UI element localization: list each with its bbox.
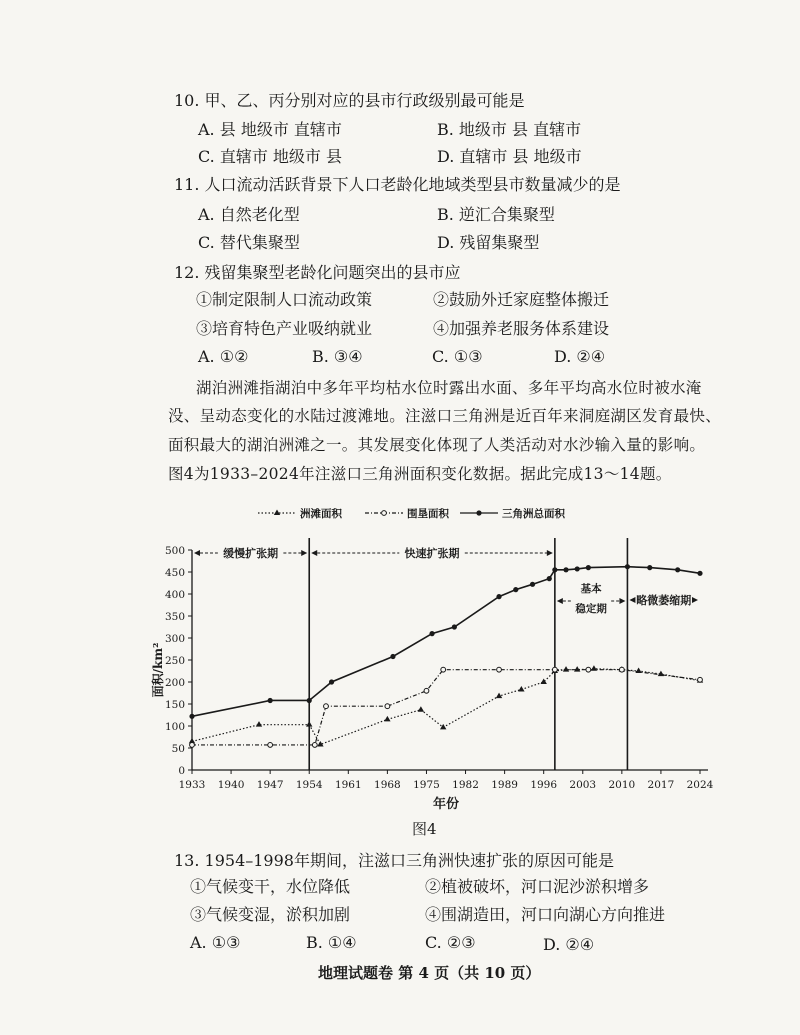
y-tick-label: 300 [164,633,185,645]
passage-line-1: 湖泊洲滩指湖泊中多年平均枯水位时露出水面、多年平均高水位时被水淹 [196,379,702,397]
q10-option-d: D. 直辖市 县 地级市 [437,147,582,166]
x-tick-label: 1975 [413,779,440,791]
data-point-total [675,567,680,572]
q11-option-d: D. 残留集聚型 [437,233,540,252]
data-point-reclaimed [441,667,446,672]
figure-caption: 图4 [412,820,437,838]
q10-option-b: B. 地级市 县 直辖市 [437,120,582,139]
data-point-reclaimed [552,667,557,672]
y-tick-label: 250 [164,655,185,667]
period-arrow-head [301,550,307,556]
q12-item-1: ①制定限制人口流动政策 [196,290,373,309]
q13-option-a: A. ①③ [190,933,241,952]
x-tick-label: 1989 [491,779,518,791]
q13-option-b: B. ①④ [306,933,357,952]
q13-item-3: ③气候变湿，淤积加剧 [190,905,351,924]
y-tick-label: 500 [164,545,185,557]
q12-option-d: D. ②④ [554,347,606,366]
q13-item-4: ④围湖造田，河口向湖心方向推进 [425,905,666,924]
x-tick-label: 1947 [256,779,284,791]
period-arrow-head [692,597,698,603]
data-point-reclaimed [698,677,703,682]
data-point-total [429,631,434,636]
legend-label-3: 三角洲总面积 [502,508,565,520]
legend-marker-shoal [274,510,280,516]
data-point-shoal [440,724,446,730]
data-point-total [575,566,580,571]
page-footer: 地理试题卷 第 4 页（共 10 页） [318,964,541,982]
legend-label-1: 洲滩面积 [300,508,342,520]
q12-item-4: ④加强养老服务体系建设 [433,319,610,338]
period-label: 快速扩张期 [404,547,460,560]
data-point-total [647,565,652,570]
x-tick-label: 1968 [374,779,401,791]
data-point-reclaimed [268,743,273,748]
passage-line-2: 没、呈动态变化的水陆过渡滩地。注滋口三角洲是近百年来洞庭湖区发育最快、 [168,407,722,425]
data-point-total [586,565,591,570]
series-line-1 [192,669,700,745]
data-point-shoal [540,679,546,685]
y-tick-label: 450 [164,567,185,579]
x-axis-label: 年份 [432,797,460,812]
data-point-reclaimed [497,667,502,672]
data-point-total [496,594,501,599]
period-arrow-head [194,550,200,556]
passage-line-3: 面积最大的湖泊洲滩之一。其发展变化体现了人类活动对水沙输入量的影响。 [168,436,706,454]
x-tick-label: 1940 [217,779,245,791]
data-point-reclaimed [619,667,624,672]
q12-option-a: A. ①② [198,347,249,366]
y-tick-label: 150 [164,699,185,711]
y-tick-label: 400 [164,589,185,601]
data-point-total [390,654,395,659]
q13-item-2: ②植被破坏，河口泥沙淤积增多 [425,877,650,896]
q12-item-3: ③培育特色产业吸纳就业 [196,319,373,338]
y-tick-label: 100 [164,721,185,733]
data-point-reclaimed [424,688,429,693]
q11-stem: 11. 人口流动活跃背景下人口老龄化地域类型县市数量减少的是 [174,175,621,194]
q12-stem: 12. 残留集聚型老龄化问题突出的县市应 [174,263,461,282]
data-point-total [452,624,457,629]
x-tick-label: 1961 [334,779,362,791]
passage-line-4: 图4为1933–2024年注滋口三角洲面积变化数据。据此完成13～14题。 [168,465,672,483]
q12-option-b: B. ③④ [312,347,363,366]
q11-option-c: C. 替代集聚型 [198,233,300,252]
x-tick-label: 2017 [647,779,675,791]
y-axis-label: 面积/km² [151,642,165,698]
data-point-total [697,571,702,576]
data-point-total [307,698,312,703]
q13-stem: 13. 1954–1998年期间，注滋口三角洲快速扩张的原因可能是 [174,851,614,870]
data-point-reclaimed [312,743,317,748]
data-point-total [268,698,273,703]
data-point-shoal [518,686,524,692]
x-tick-label: 1933 [178,779,206,791]
data-point-total [530,582,535,587]
x-tick-label: 1996 [530,779,558,791]
area-change-chart [140,495,720,815]
data-point-total [625,564,630,569]
q10-option-a: A. 县 地级市 直辖市 [198,120,342,139]
legend-marker-total [476,510,481,515]
q12-item-2: ②鼓励外迁家庭整体搬迁 [433,290,610,309]
q13-option-c: C. ②③ [425,933,476,952]
period-label: 缓慢扩张期 [223,547,279,560]
data-point-shoal [574,666,580,672]
period-arrow-head [629,597,635,603]
y-tick-label: 50 [171,743,185,755]
q13-item-1: ①气候变干，水位降低 [190,877,351,896]
data-point-total [513,587,518,592]
y-tick-label: 200 [164,677,185,689]
y-tick-label: 0 [178,765,185,777]
q10-option-c: C. 直辖市 地级市 县 [198,147,343,166]
x-tick-label: 1954 [295,779,323,791]
q10-stem: 10. 甲、乙、丙分别对应的县市行政级别最可能是 [174,91,525,110]
data-point-total [563,567,568,572]
q12-option-c: C. ①③ [432,347,483,366]
series-line-2 [192,670,700,745]
data-point-reclaimed [385,704,390,709]
period-arrow-head [311,550,317,556]
series-line-3 [192,567,700,717]
data-point-shoal [256,721,262,727]
data-point-total [329,679,334,684]
data-point-shoal [563,666,569,672]
q11-option-b: B. 逆汇合集聚型 [437,205,555,224]
data-point-shoal [384,716,390,722]
data-point-reclaimed [324,704,329,709]
data-point-total [547,576,552,581]
data-point-reclaimed [190,743,195,748]
period-arrow-head [547,550,553,556]
x-tick-label: 2024 [686,779,714,791]
data-point-shoal [418,706,424,712]
x-tick-label: 1982 [452,779,479,791]
y-tick-label: 350 [164,611,185,623]
period-arrow-head [557,598,563,604]
period-label: 稳定期 [575,603,607,615]
data-point-total [552,567,557,572]
legend-label-2: 围垦面积 [407,508,449,520]
legend-marker-reclaimed [382,511,387,516]
x-tick-label: 2010 [608,779,636,791]
data-point-total [189,714,194,719]
period-label: 略微萎缩期 [636,594,692,607]
data-point-reclaimed [586,667,591,672]
q13-option-d: D. ②④ [543,935,595,954]
x-tick-label: 2003 [569,779,597,791]
data-point-shoal [306,721,312,727]
period-arrow-head [619,598,625,604]
period-label: 基本 [580,583,602,595]
q11-option-a: A. 自然老化型 [198,205,300,224]
